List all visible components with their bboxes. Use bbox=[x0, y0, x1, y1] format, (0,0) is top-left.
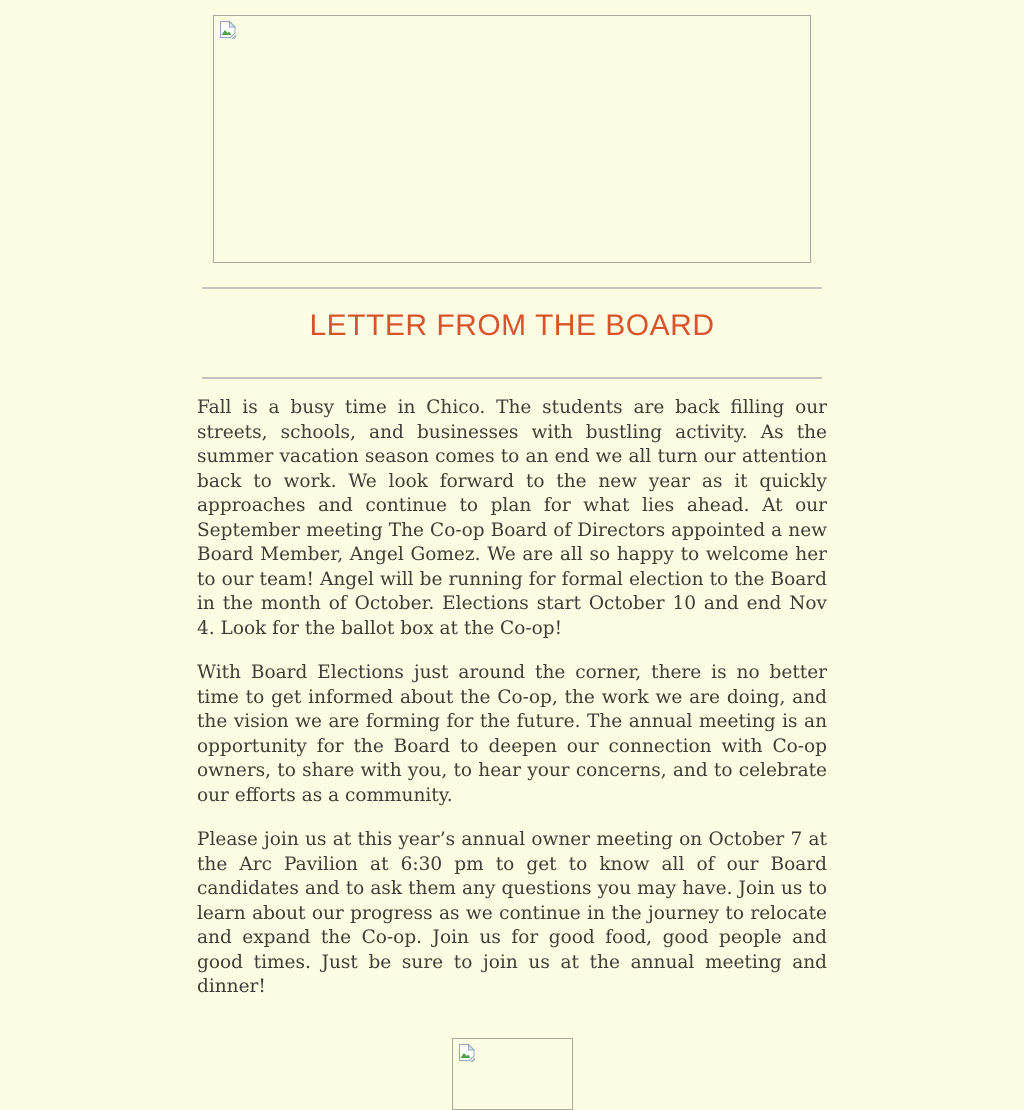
broken-image-icon bbox=[458, 1043, 476, 1067]
divider bbox=[202, 287, 822, 289]
letter-body bbox=[197, 396, 827, 1000]
bottom-image-placeholder bbox=[452, 1038, 573, 1110]
broken-image-icon bbox=[219, 20, 237, 44]
newsletter-content bbox=[197, 15, 827, 1110]
top-image-placeholder bbox=[213, 15, 811, 263]
divider bbox=[202, 377, 822, 379]
section-title: LETTER FROM THE BOARD bbox=[309, 309, 715, 342]
paragraph-1: Fall is a busy time in Chico. The students are back filling our streets, schools, and businesses with bustling activity. As the summer vacation season comes to an end we all turn our attention back to work. We look forward to the new year as it quickly approaches and continue to plan for what lies ahead. At our September meeting The Co-op Board of Directors appointed a new Board Member, Angel Gomez. We are all so happy to welcome her to our team! Angel will be running for formal election to the Board in the month of October. Elections start October 10 and end Nov 4. Look for the ballot box at the Co-op! bbox=[197, 397, 827, 639]
paragraph-3: Please join us at this year’s annual owner meeting on October 7 at the Arc Pavilion at 6:30 pm to get to know all of our Board candidates and to ask them any questions you may have. Join us to learn about our progress as we continue in the journey to relocate and expand the Co-op. Join us for good food, good people and good times. Just be sure to join us at the annual meeting and dinner! bbox=[197, 829, 827, 997]
paragraph-2: With Board Elections just around the corner, there is no better time to get informed about the Co-op, the work we are doing, and the vision we are forming for the future. The annual meeting is an opportunity for the Board to deepen our connection with Co-op owners, to share with you, to hear your concerns, and to celebrate our efforts as a community. bbox=[197, 662, 827, 806]
